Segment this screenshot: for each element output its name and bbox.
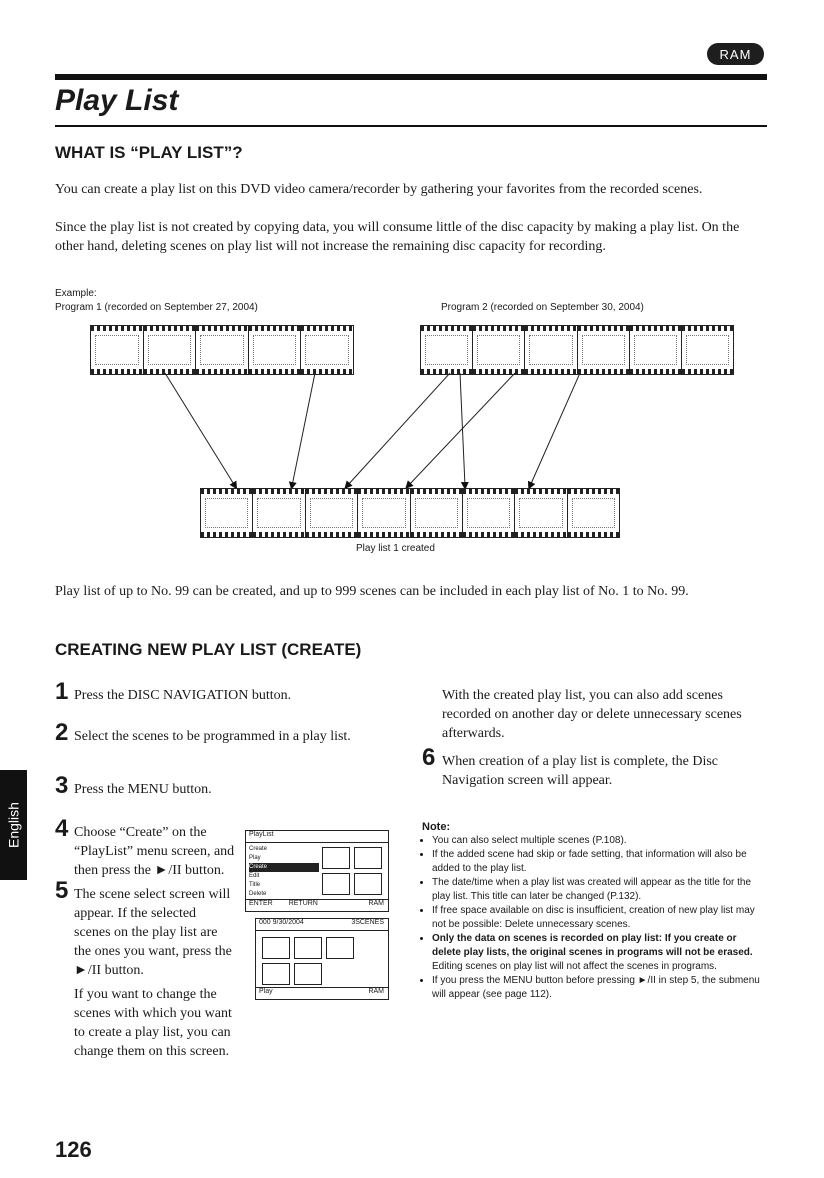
program2-label: Program 2 (recorded on September 30, 2004)	[441, 302, 644, 313]
scene-frame	[253, 489, 305, 537]
play-list-limits: Play list of up to No. 99 can be created, and up to 999 scenes can be included in each play list of No. 1 to No. 99.	[55, 584, 689, 599]
scene-thumbnail	[322, 873, 350, 895]
scene-frame	[306, 489, 358, 537]
scene-frame	[358, 489, 410, 537]
menu-item: Title	[249, 882, 261, 888]
step-text-6: When creation of a play list is complete, the Disc Navigation screen will appear.	[442, 754, 719, 788]
step-number-4: 4	[55, 815, 69, 842]
note-item: • The date/time when a play list was created will appear as the title for the play list. This title can later be changed (P.132).	[432, 876, 767, 904]
scene-thumbnail	[354, 873, 382, 895]
step-text-3: Press the MENU button.	[74, 782, 212, 797]
step-text-1: Press the DISC NAVIGATION button.	[74, 688, 292, 703]
scene-thumbnail	[262, 963, 290, 985]
scene-frame	[463, 489, 515, 537]
date-label: 000 9/30/2004	[259, 919, 304, 926]
menu-item: Create	[249, 863, 319, 872]
playlist-menu-screen	[245, 830, 389, 912]
note-item: • If you press the MENU button before pressing ►/II in step 5, the submenu will appear (see page 112).	[432, 974, 767, 1002]
note-item: • If the added scene had skip or fade setting, that information will also be added to the play list.	[432, 848, 767, 876]
section-heading-create: CREATING NEW PLAY LIST (CREATE)	[55, 640, 362, 659]
ram-label: RAM	[368, 988, 384, 995]
step-text-5: The scene select screen will appear. If the selected scenes on the play list are the ones you want, press the ►/II button.	[74, 887, 232, 978]
menu-item: Delete	[249, 891, 267, 897]
example-label: Example:	[55, 288, 97, 299]
step-number-5: 5	[55, 877, 69, 904]
ram-label: RAM	[368, 900, 384, 907]
screen-title: PlayList	[246, 831, 388, 843]
step-number-6: 6	[422, 744, 436, 771]
play-list-filmstrip	[200, 488, 620, 538]
add-delete-paragraph: With the created play list, you can also add scenes recorded on another day or delete unnecessary scenes afterwards.	[442, 688, 742, 741]
menu-item: Edit	[249, 873, 260, 879]
step-number-2: 2	[55, 719, 69, 746]
menu-item: Play	[249, 855, 261, 861]
screen-footer	[256, 987, 388, 999]
menu-item: Create	[249, 846, 268, 852]
section-heading-what-is: WHAT IS “PLAY LIST”?	[55, 143, 243, 162]
note-item: • Only the data on scenes is recorded on play list: If you create or delete play lists, the original scenes in programs will not be erased.	[432, 932, 767, 960]
step-number-3: 3	[55, 772, 69, 799]
arrow-diagram	[0, 0, 824, 540]
page-title: Play List	[55, 84, 179, 117]
note-item: • If free space available on disc is insufficient, creation of new play list may not be possible: Delete unnecessary scenes.	[432, 904, 767, 932]
language-tab: English	[0, 770, 27, 880]
scene-frame	[411, 489, 463, 537]
step-text-4: Choose “Create” on the “PlayList” menu screen, and then press the ►/II button.	[74, 825, 235, 878]
scene-thumbnail	[322, 847, 350, 869]
intro-paragraph-2: Since the play list is not created by copying data, you will consume little of the disc capacity by making a play list. On the other hand, deleting scenes on play list will not increase the remaining disc capacity for recording.	[55, 220, 740, 254]
step-5-extra-text: If you want to change the scenes with which you want to create a play list, you can change them on this screen.	[74, 987, 232, 1059]
note-box	[422, 820, 767, 1002]
note-item: Editing scenes on play list will not affect the scenes in programs.	[432, 961, 717, 972]
enter-label: ENTER	[249, 900, 273, 907]
note-item: • You can also select multiple scenes (P.108).	[432, 834, 767, 848]
scene-thumbnail	[262, 937, 290, 959]
page-number: 126	[55, 1137, 92, 1162]
scene-frame	[201, 489, 253, 537]
scene-thumbnail	[354, 847, 382, 869]
step-text-2: Select the scenes to be programmed in a play list.	[74, 729, 351, 744]
ram-badge: RAM	[707, 43, 764, 65]
step-number-1: 1	[55, 678, 69, 705]
play-label: Play	[259, 988, 273, 995]
scene-frame	[568, 489, 619, 537]
play-list-caption: Play list 1 created	[356, 543, 435, 554]
return-label: RETURN	[288, 900, 318, 907]
scene-count-label: 3SCENES	[351, 919, 384, 926]
intro-paragraph: You can create a play list on this DVD video camera/recorder by gathering your favorites from the recorded scenes.	[55, 182, 703, 197]
program1-label: Program 1 (recorded on September 27, 2004)	[55, 302, 258, 313]
screen-footer	[246, 899, 388, 911]
note-label: Note:	[422, 821, 451, 833]
scene-thumbnail	[326, 937, 354, 959]
screen-menu	[249, 845, 319, 899]
scene-thumbnail	[294, 937, 322, 959]
screen-header	[256, 919, 388, 931]
scene-thumbnail	[294, 963, 322, 985]
scene-select-screen	[255, 918, 389, 1000]
scene-frame	[515, 489, 567, 537]
